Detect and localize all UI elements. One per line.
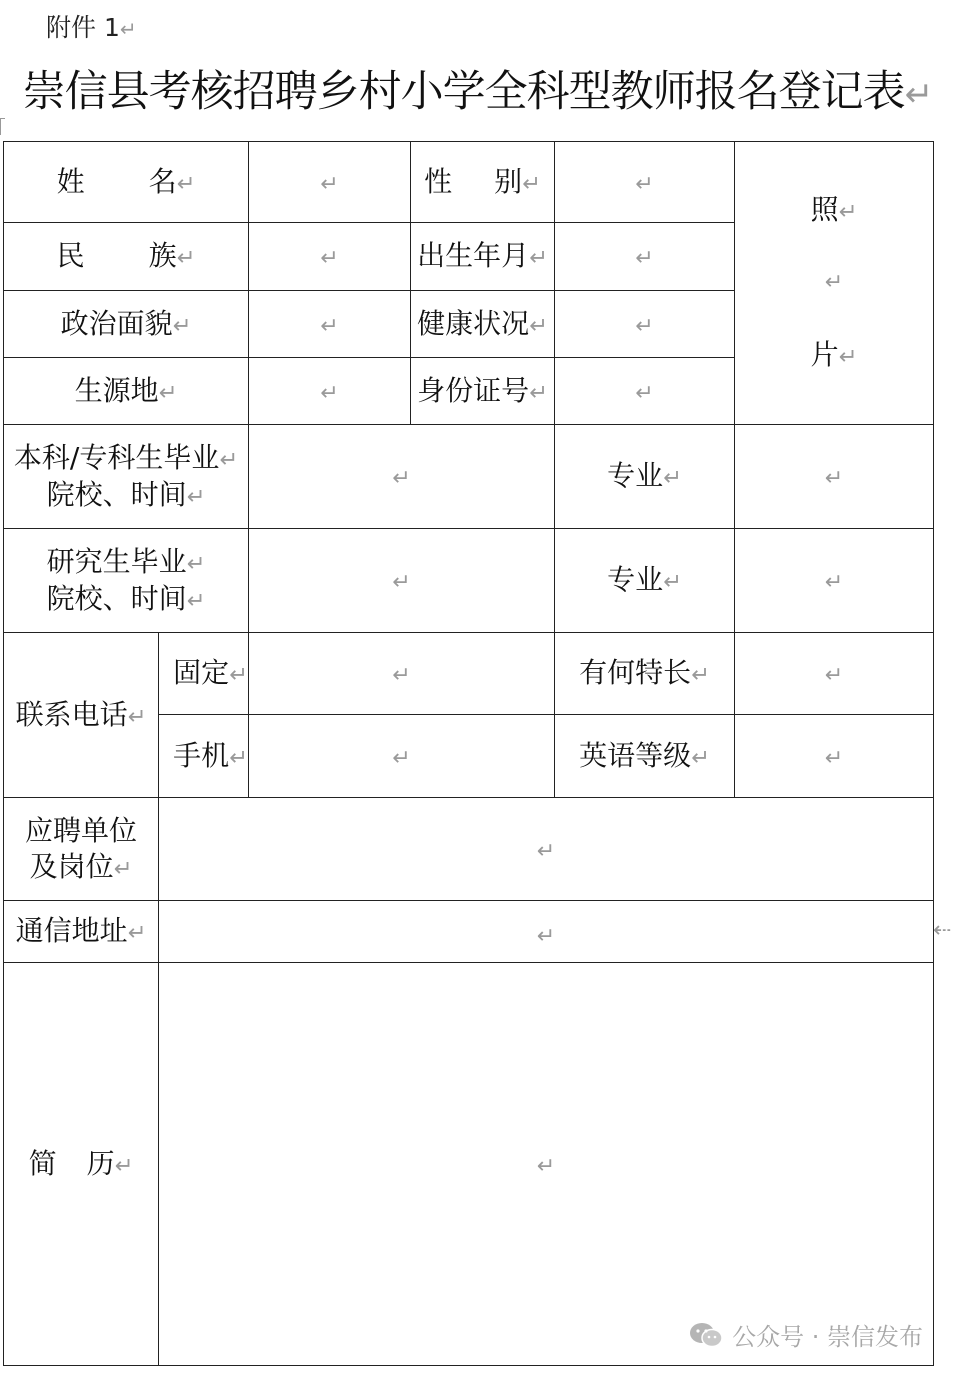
name-value[interactable]: ↵ xyxy=(249,142,411,223)
mobile-label: 手机↵ xyxy=(159,715,249,798)
political-value[interactable]: ↵ xyxy=(249,291,411,358)
resume-value[interactable]: ↵ xyxy=(159,963,934,1366)
landline-value[interactable]: ↵ xyxy=(249,633,555,715)
address-value[interactable]: ↵ xyxy=(159,901,934,963)
origin-value[interactable]: ↵ xyxy=(249,358,411,425)
address-label: 通信地址↵ xyxy=(4,901,159,963)
birth-value[interactable]: ↵ xyxy=(555,223,735,291)
id-number-value[interactable]: ↵ xyxy=(555,358,735,425)
registration-form-table xyxy=(3,141,934,1366)
wechat-icon xyxy=(688,1322,724,1348)
birth-label: 出生年月↵ xyxy=(411,223,555,291)
health-value[interactable]: ↵ xyxy=(555,291,735,358)
ethnicity-label: 民 族↵ xyxy=(4,223,249,291)
english-level-label: 英语等级↵ xyxy=(555,715,735,798)
political-label: 政治面貌↵ xyxy=(4,291,249,358)
position-label: 应聘单位 及岗位↵ xyxy=(4,798,159,901)
origin-label: 生源地↵ xyxy=(4,358,249,425)
form-title: 崇信县考核招聘乡村小学全科型教师报名登记表↵ xyxy=(22,67,933,117)
row-end-mark: ⇠ xyxy=(933,918,952,943)
grad-school-label: 研究生毕业↵ 院校、时间↵ xyxy=(4,529,249,633)
photo-cell[interactable]: 照↵ ↵ 片↵ xyxy=(735,142,934,425)
specialty-label: 有何特长↵ xyxy=(555,633,735,715)
gender-value[interactable]: ↵ xyxy=(555,142,735,223)
position-value[interactable]: ↵ xyxy=(159,798,934,901)
grad-major-value[interactable]: ↵ xyxy=(735,529,934,633)
specialty-value[interactable]: ↵ xyxy=(735,633,934,715)
mobile-value[interactable]: ↵ xyxy=(249,715,555,798)
resume-label: 简 历↵ xyxy=(4,963,159,1366)
attachment-label: 附件 1↵ xyxy=(46,13,137,42)
name-label: 姓 名↵ xyxy=(4,142,249,223)
landline-label: 固定↵ xyxy=(159,633,249,715)
undergrad-school-value[interactable]: ↵ xyxy=(249,425,555,529)
margin-corner-mark xyxy=(0,118,5,135)
undergrad-major-value[interactable]: ↵ xyxy=(735,425,934,529)
id-number-label: 身份证号↵ xyxy=(411,358,555,425)
english-level-value[interactable]: ↵ xyxy=(735,715,934,798)
undergrad-school-label: 本科/专科生毕业↵ 院校、时间↵ xyxy=(4,425,249,529)
gender-label: 性 别↵ xyxy=(411,142,555,223)
watermark xyxy=(688,1317,923,1352)
grad-major-label: 专业↵ xyxy=(555,529,735,633)
contact-phone-label: 联系电话↵ xyxy=(4,633,159,798)
watermark-text: 公众号 · 崇信发布 xyxy=(732,1323,923,1351)
grad-school-value[interactable]: ↵ xyxy=(249,529,555,633)
ethnicity-value[interactable]: ↵ xyxy=(249,223,411,291)
undergrad-major-label: 专业↵ xyxy=(555,425,735,529)
health-label: 健康状况↵ xyxy=(411,291,555,358)
